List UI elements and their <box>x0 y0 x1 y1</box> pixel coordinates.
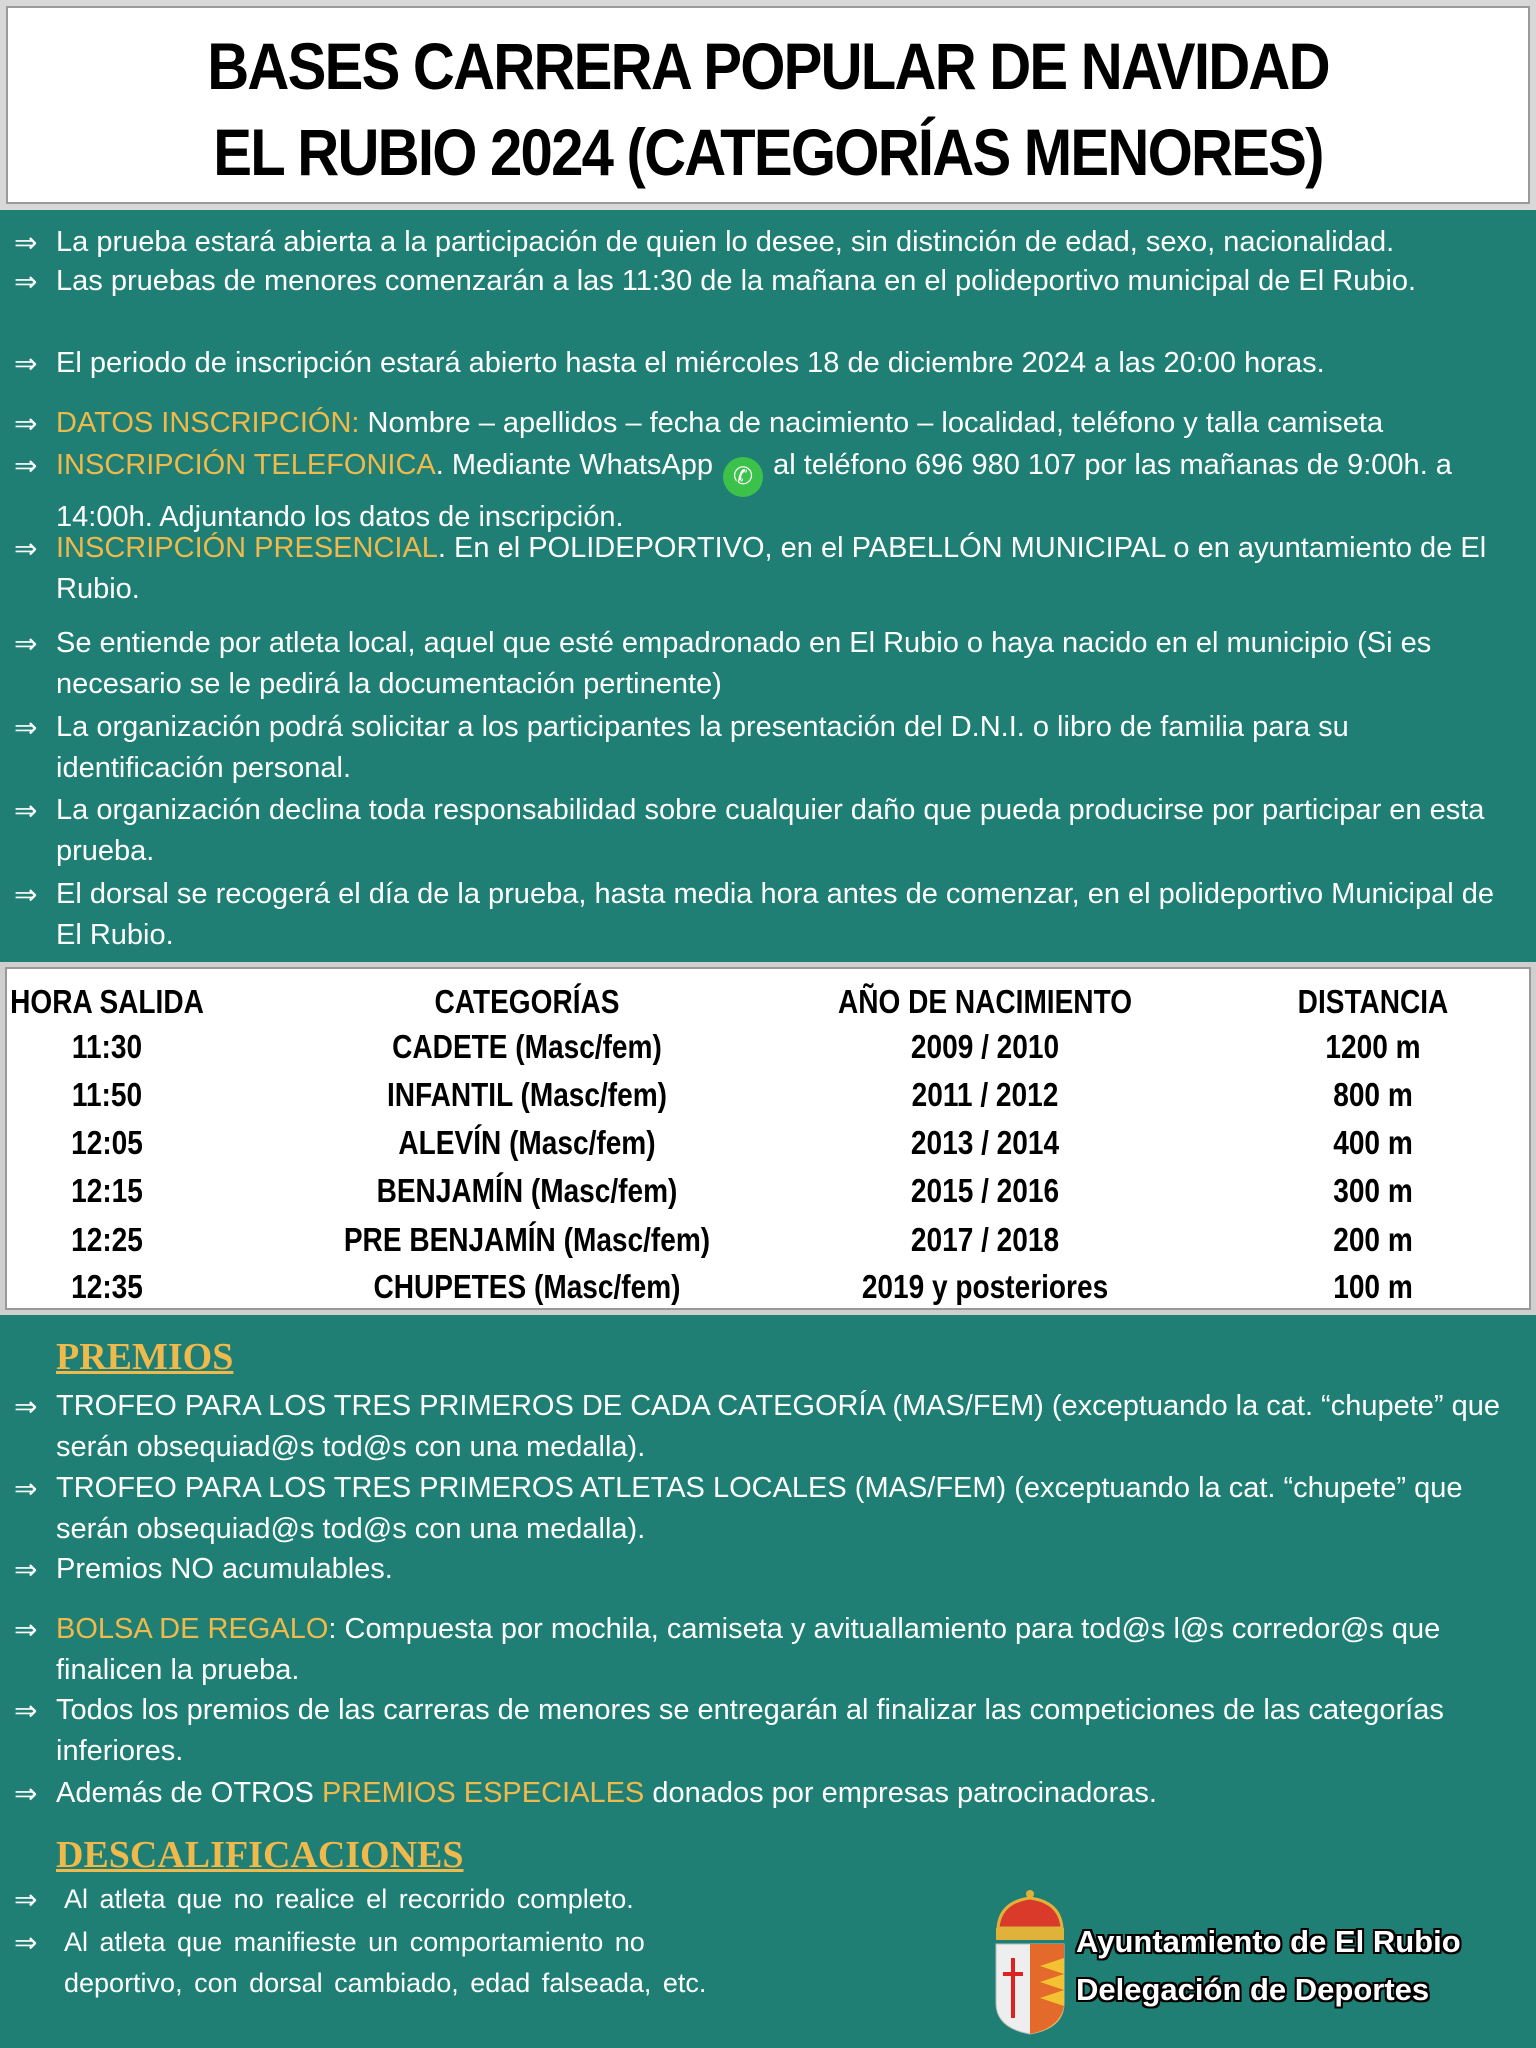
list-item <box>14 222 1514 263</box>
general-rules-section <box>0 210 1536 962</box>
highlight-text: DATOS INSCRIPCIÓN: <box>56 407 360 439</box>
table-cell: 2011 / 2012 <box>911 1076 1059 1113</box>
item-text: Se entiende por atleta local, aquel que esté empadronado en El Rubio o haya nacido en el municipio (Si es necesario se le pedirá la documentación pertinente) <box>56 627 1432 700</box>
table-cell: 2019 y posteriores <box>861 1268 1109 1305</box>
arrow-icon: ⇒ <box>14 450 38 481</box>
list-item <box>14 623 1514 705</box>
arrow-icon: ⇒ <box>14 1884 38 1915</box>
item-text: Nombre – apellidos – fecha de nacimiento – localidad, teléfono y talla camiseta <box>359 407 1384 439</box>
arrow-icon: ⇒ <box>14 1927 38 1958</box>
item-text: La organización declina toda responsabilidad sobre cualquier daño que pueda producirse por participar en esta prueba. <box>56 794 1485 867</box>
arrow-icon: ⇒ <box>14 348 38 379</box>
list-item <box>14 261 1514 302</box>
list-item <box>14 445 1514 538</box>
item-text: Además de OTROS <box>56 1777 322 1809</box>
item-text: La prueba estará abierta a la participación de quien lo desee, sin distinción de edad, sexo, nacionalidad. <box>56 226 1395 258</box>
table-header: DISTANCIA <box>1297 983 1449 1020</box>
arrow-icon: ⇒ <box>14 533 38 564</box>
table-cell: 400 m <box>1333 1124 1413 1161</box>
table-cell: ALEVÍN (Masc/fem) <box>398 1124 656 1161</box>
arrow-icon: ⇒ <box>14 1614 38 1645</box>
arrow-icon: ⇒ <box>14 227 38 258</box>
table-cell: 2013 / 2014 <box>910 1124 1060 1161</box>
whatsapp-icon: ✆ <box>723 457 763 497</box>
table-cell: 1200 m <box>1325 1028 1421 1065</box>
highlight-text: INSCRIPCIÓN TELEFONICA <box>56 449 436 481</box>
footer-line-2: Delegación de Deportes <box>1076 1972 1430 2007</box>
list-item <box>14 528 1514 610</box>
arrow-icon: ⇒ <box>14 628 38 659</box>
highlight-text: BOLSA DE REGALO <box>56 1613 329 1645</box>
table-cell: INFANTIL (Masc/fem) <box>386 1076 668 1113</box>
list-item <box>14 874 1514 956</box>
table-cell: 12:25 <box>71 1221 143 1258</box>
list-item <box>14 1773 1514 1814</box>
title-line-2: EL RUBIO 2024 (CATEGORÍAS MENORES) <box>213 115 1323 189</box>
arrow-icon: ⇒ <box>14 1473 38 1504</box>
highlight-text: PREMIOS ESPECIALES <box>321 1777 645 1809</box>
table-cell: CHUPETES (Masc/fem) <box>373 1268 681 1305</box>
arrow-icon: ⇒ <box>14 408 38 439</box>
table-cell: CADETE (Masc/fem) <box>392 1028 662 1065</box>
table-header: HORA SALIDA <box>10 983 204 1020</box>
list-item <box>14 790 1514 872</box>
list-item <box>14 1879 634 1920</box>
arrow-icon: ⇒ <box>14 1554 38 1585</box>
table-cell: 11:50 <box>71 1076 143 1113</box>
arrow-icon: ⇒ <box>14 879 38 910</box>
item-text: . Mediante WhatsApp <box>435 449 722 481</box>
arrow-icon: ⇒ <box>14 712 38 743</box>
table-cell: 100 m <box>1333 1268 1413 1305</box>
item-text: El periodo de inscripción estará abierto hasta el miércoles 18 de diciembre 2024 a las 20:00 horas. <box>56 347 1325 379</box>
table-cell: 800 m <box>1333 1076 1413 1113</box>
list-item <box>14 1922 764 2004</box>
table-cell: 300 m <box>1333 1172 1413 1209</box>
table-header: CATEGORÍAS <box>434 983 620 1020</box>
title-line-1: BASES CARRERA POPULAR DE NAVIDAD <box>207 29 1329 103</box>
item-text: Al atleta que no realice el recorrido completo. <box>64 1884 634 1914</box>
table-cell: 12:05 <box>71 1124 143 1161</box>
arrow-icon: ⇒ <box>14 1778 38 1809</box>
table-header: AÑO DE NACIMIENTO <box>837 983 1133 1020</box>
list-item <box>14 707 1514 789</box>
list-item <box>14 403 1514 444</box>
schedule-table <box>0 962 1536 1315</box>
table-cell: 2015 / 2016 <box>910 1172 1060 1209</box>
table-cell: 200 m <box>1333 1221 1413 1258</box>
item-text: Las pruebas de menores comenzarán a las 11:30 de la mañana en el polideportivo municipal de El Rubio. <box>56 265 1417 297</box>
list-item <box>14 1468 1514 1550</box>
disqualifications-heading: DESCALIFICACIONES <box>56 1834 464 1876</box>
item-text: El dorsal se recogerá el día de la prueba, hasta media hora antes de comenzar, en el polideportivo Municipal de El Rubio. <box>56 878 1494 951</box>
table-cell: 2009 / 2010 <box>910 1028 1060 1065</box>
prizes-heading: PREMIOS <box>56 1336 234 1378</box>
list-item <box>14 343 1514 384</box>
table-cell: 12:15 <box>71 1172 143 1209</box>
title-box <box>0 0 1536 210</box>
item-text: TROFEO PARA LOS TRES PRIMEROS DE CADA CATEGORÍA (MAS/FEM) (exceptuando la cat. “chupete” que serán obsequiad@s tod@s con una medalla). <box>56 1390 1501 1463</box>
item-text: Premios NO acumulables. <box>56 1553 393 1585</box>
table-cell: BENJAMÍN (Masc/fem) <box>376 1172 678 1209</box>
table-cell: 12:35 <box>71 1268 143 1305</box>
item-text: donados por empresas patrocinadoras. <box>644 1777 1157 1809</box>
list-item <box>14 1609 1514 1691</box>
arrow-icon: ⇒ <box>14 1695 38 1726</box>
item-text: Todos los premios de las carreras de menores se entregarán al finalizar las competiciones de las categorías inferiores. <box>56 1694 1444 1767</box>
list-item <box>14 1549 1514 1590</box>
item-text: al teléfono 696 980 107 por las mañanas de 9:00h. a 14:00h. Adjuntando los datos de inscripción. <box>56 449 1452 533</box>
item-text: : Compuesta por mochila, camiseta y avituallamiento para tod@s l@s corredor@s que finalicen la prueba. <box>56 1613 1441 1686</box>
footer-line-1: Ayuntamiento de El Rubio <box>1076 1924 1461 1959</box>
highlight-text: INSCRIPCIÓN PRESENCIAL <box>56 532 438 564</box>
item-text: Al atleta que manifieste un comportamiento no deportivo, con dorsal cambiado, edad falseada, etc. <box>64 1927 707 1998</box>
table-cell: PRE BENJAMÍN (Masc/fem) <box>343 1221 711 1258</box>
table-cell: 2017 / 2018 <box>910 1221 1060 1258</box>
table-cell: 11:30 <box>71 1028 143 1065</box>
arrow-icon: ⇒ <box>14 795 38 826</box>
arrow-icon: ⇒ <box>14 266 38 297</box>
item-text: . En el POLIDEPORTIVO, en el PABELLÓN MUNICIPAL o en ayuntamiento de El Rubio. <box>56 532 1487 605</box>
item-text: La organización podrá solicitar a los participantes la presentación del D.N.I. o libro de familia para su identificación personal. <box>56 711 1349 784</box>
list-item <box>14 1690 1514 1772</box>
list-item <box>14 1386 1514 1468</box>
item-text: TROFEO PARA LOS TRES PRIMEROS ATLETAS LOCALES (MAS/FEM) (exceptuando la cat. “chupete” que serán obsequiad@s tod@s con una medalla). <box>56 1472 1463 1545</box>
coat-of-arms-logo <box>990 1888 1070 2038</box>
arrow-icon: ⇒ <box>14 1391 38 1422</box>
